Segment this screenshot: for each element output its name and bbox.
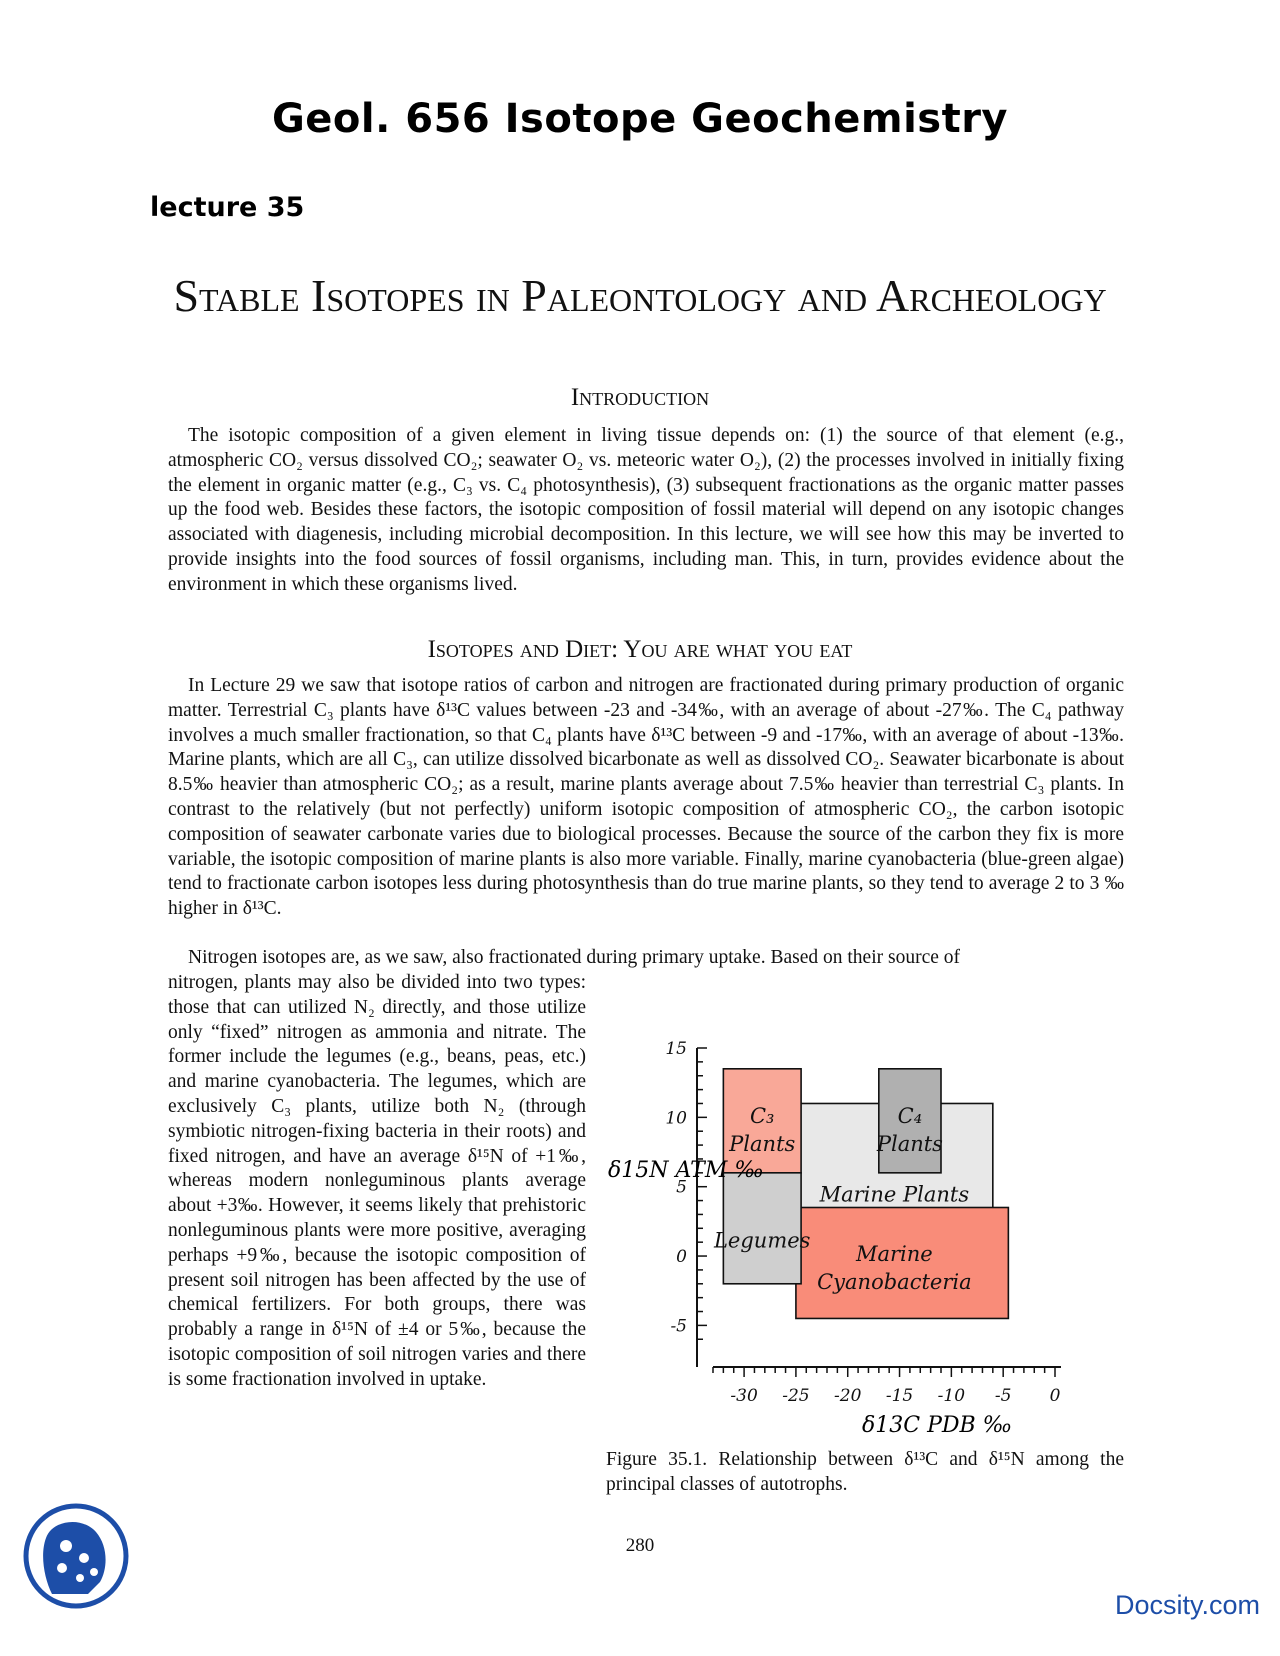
section-heading-introduction: Introduction [570, 384, 710, 411]
x-tick-label: 0 [1049, 1386, 1061, 1406]
region-label-c4-plants: C₄ [897, 1103, 923, 1128]
intro-paragraph [168, 424, 1124, 598]
y-axis-label: δ15N ATM ‰ [608, 1158, 764, 1183]
region-label-marine-plants: Marine Plants [819, 1182, 970, 1207]
docsity-logo-icon [22, 1502, 130, 1610]
y-tick-label: 0 [676, 1247, 687, 1268]
diet-text-2-line: Nitrogen isotopes are, as we saw, also fractionated during primary uptake. Based on their source of [188, 947, 960, 968]
lecture-number: lecture 35 [150, 192, 305, 223]
x-tick-label: -20 [834, 1386, 862, 1406]
y-tick-label: 15 [665, 1039, 687, 1059]
figure-35-1-chart [600, 1020, 1130, 1445]
diet-text-2-column: nitrogen, plants may also be divided into two types: those that can utilized N₂ directly, and those utilize only “fixed” nitrogen as ammonia and nitrate. The former include the legumes (e.g., beans, peas, etc.) and marine cyanobacteria. The legumes, which are exclusively C₃ plants, utilize both N₂ (through symbiotic nitrogen-fixing bacteria in their roots) and fixed nitrogen, and have an average δ¹⁵N of +1‰, whereas modern nonleguminous plants average about +3‰. However, it seems likely that prehistoric nonleguminous plants were more positive, averaging perhaps +9‰, because the isotopic composition of present soil nitrogen has been affected by the use of chemical fertilizers. For both groups, there was probably a range in δ¹⁵N of ±4 or 5‰, because the isotopic composition of soil nitrogen varies and there is some fractionation involved in uptake. [168, 972, 586, 1390]
diet-paragraph-2-column [168, 971, 586, 1393]
diet-paragraph-1 [168, 674, 1124, 922]
chart-regions [713, 1069, 1008, 1319]
region-label-marine-cyanobacteria: Cyanobacteria [817, 1270, 972, 1295]
section-heading-diet: Isotopes and Diet: You are what you eat [427, 636, 853, 663]
region-label-c4-plants: Plants [876, 1131, 943, 1156]
y-tick-label: -5 [670, 1316, 687, 1337]
main-title: Stable Isotopes in Paleontology and Archeology [173, 270, 1107, 321]
course-title: Geol. 656 Isotope Geochemistry [271, 96, 1009, 142]
x-axis-label: δ13C PDB ‰ [862, 1413, 1013, 1438]
region-label-marine-cyanobacteria: Marine [855, 1242, 933, 1267]
x-tick-label: -5 [994, 1386, 1012, 1406]
docsity-brand-link[interactable]: Docsity.com [1114, 1590, 1260, 1620]
region-label-legumes: Legumes [713, 1228, 811, 1253]
page-number: 280 [625, 1535, 655, 1556]
x-tick-label: -10 [937, 1386, 966, 1406]
y-tick-label: 5 [676, 1177, 687, 1198]
figure-caption: Figure 35.1. Relationship between δ¹³C and δ¹⁵N among the principal classes of autotrophs. [606, 1449, 1124, 1495]
diet-paragraph-2-first-line [168, 946, 1124, 971]
intro-text: The isotopic composition of a given element in living tissue depends on: (1) the source of that element (e.g., atmospheric CO₂ versus dissolved CO₂; seawater O₂ vs. meteoric water O₂), (2) the processes involved in initially fixing the element in organic matter (e.g., C₃ vs. C₄ photosynthesis), (3) subsequent fractionations as the organic matter passes up the food web. Besides these factors, the isotopic composition of fossil material will depend on any isotopic changes associated with diagenesis, including microbial decomposition. In this lecture, we will see how this may be inverted to provide insights into the food sources of fossil organisms, including man. This, in turn, provides evidence about the environment in which these organisms lived. [168, 425, 1124, 595]
x-tick-label: -15 [885, 1386, 914, 1406]
diet-text-1: In Lecture 29 we saw that isotope ratios of carbon and nitrogen are fractionated during primary production of organic matter. Terrestrial C₃ plants have δ¹³C values between -23 and -34‰, with an average of about -27‰. The C₄ pathway involves a much smaller fractionation, so that C₄ plants have δ¹³C between -9 and -17‰, with an average of about -13‰. Marine plants, which are all C₃, can utilize dissolved bicarbonate as well as dissolved CO₂. Seawater bicarbonate is about 8.5‰ heavier than atmospheric CO₂; as a result, marine plants average about 7.5‰ heavier than terrestrial C₃ plants. In contrast to the relatively (but not perfectly) uniform isotopic composition of atmospheric CO₂, the carbon isotopic composition of seawater carbonate varies due to biological processes. Because the source of the carbon they fix is more variable, the isotopic composition of marine plants is also more variable. Finally, marine cyanobacteria (blue-green algae) tend to fractionate carbon isotopes less during photosynthesis than do true marine plants, so they tend to average 2 to 3 ‰ higher in δ¹³C. [168, 675, 1124, 920]
region-label-c3-plants: Plants [729, 1131, 796, 1156]
x-tick-label: -25 [782, 1386, 810, 1406]
x-tick-label: -30 [730, 1386, 758, 1406]
y-tick-label: 10 [665, 1108, 687, 1129]
region-label-c3-plants: C₃ [749, 1103, 775, 1128]
